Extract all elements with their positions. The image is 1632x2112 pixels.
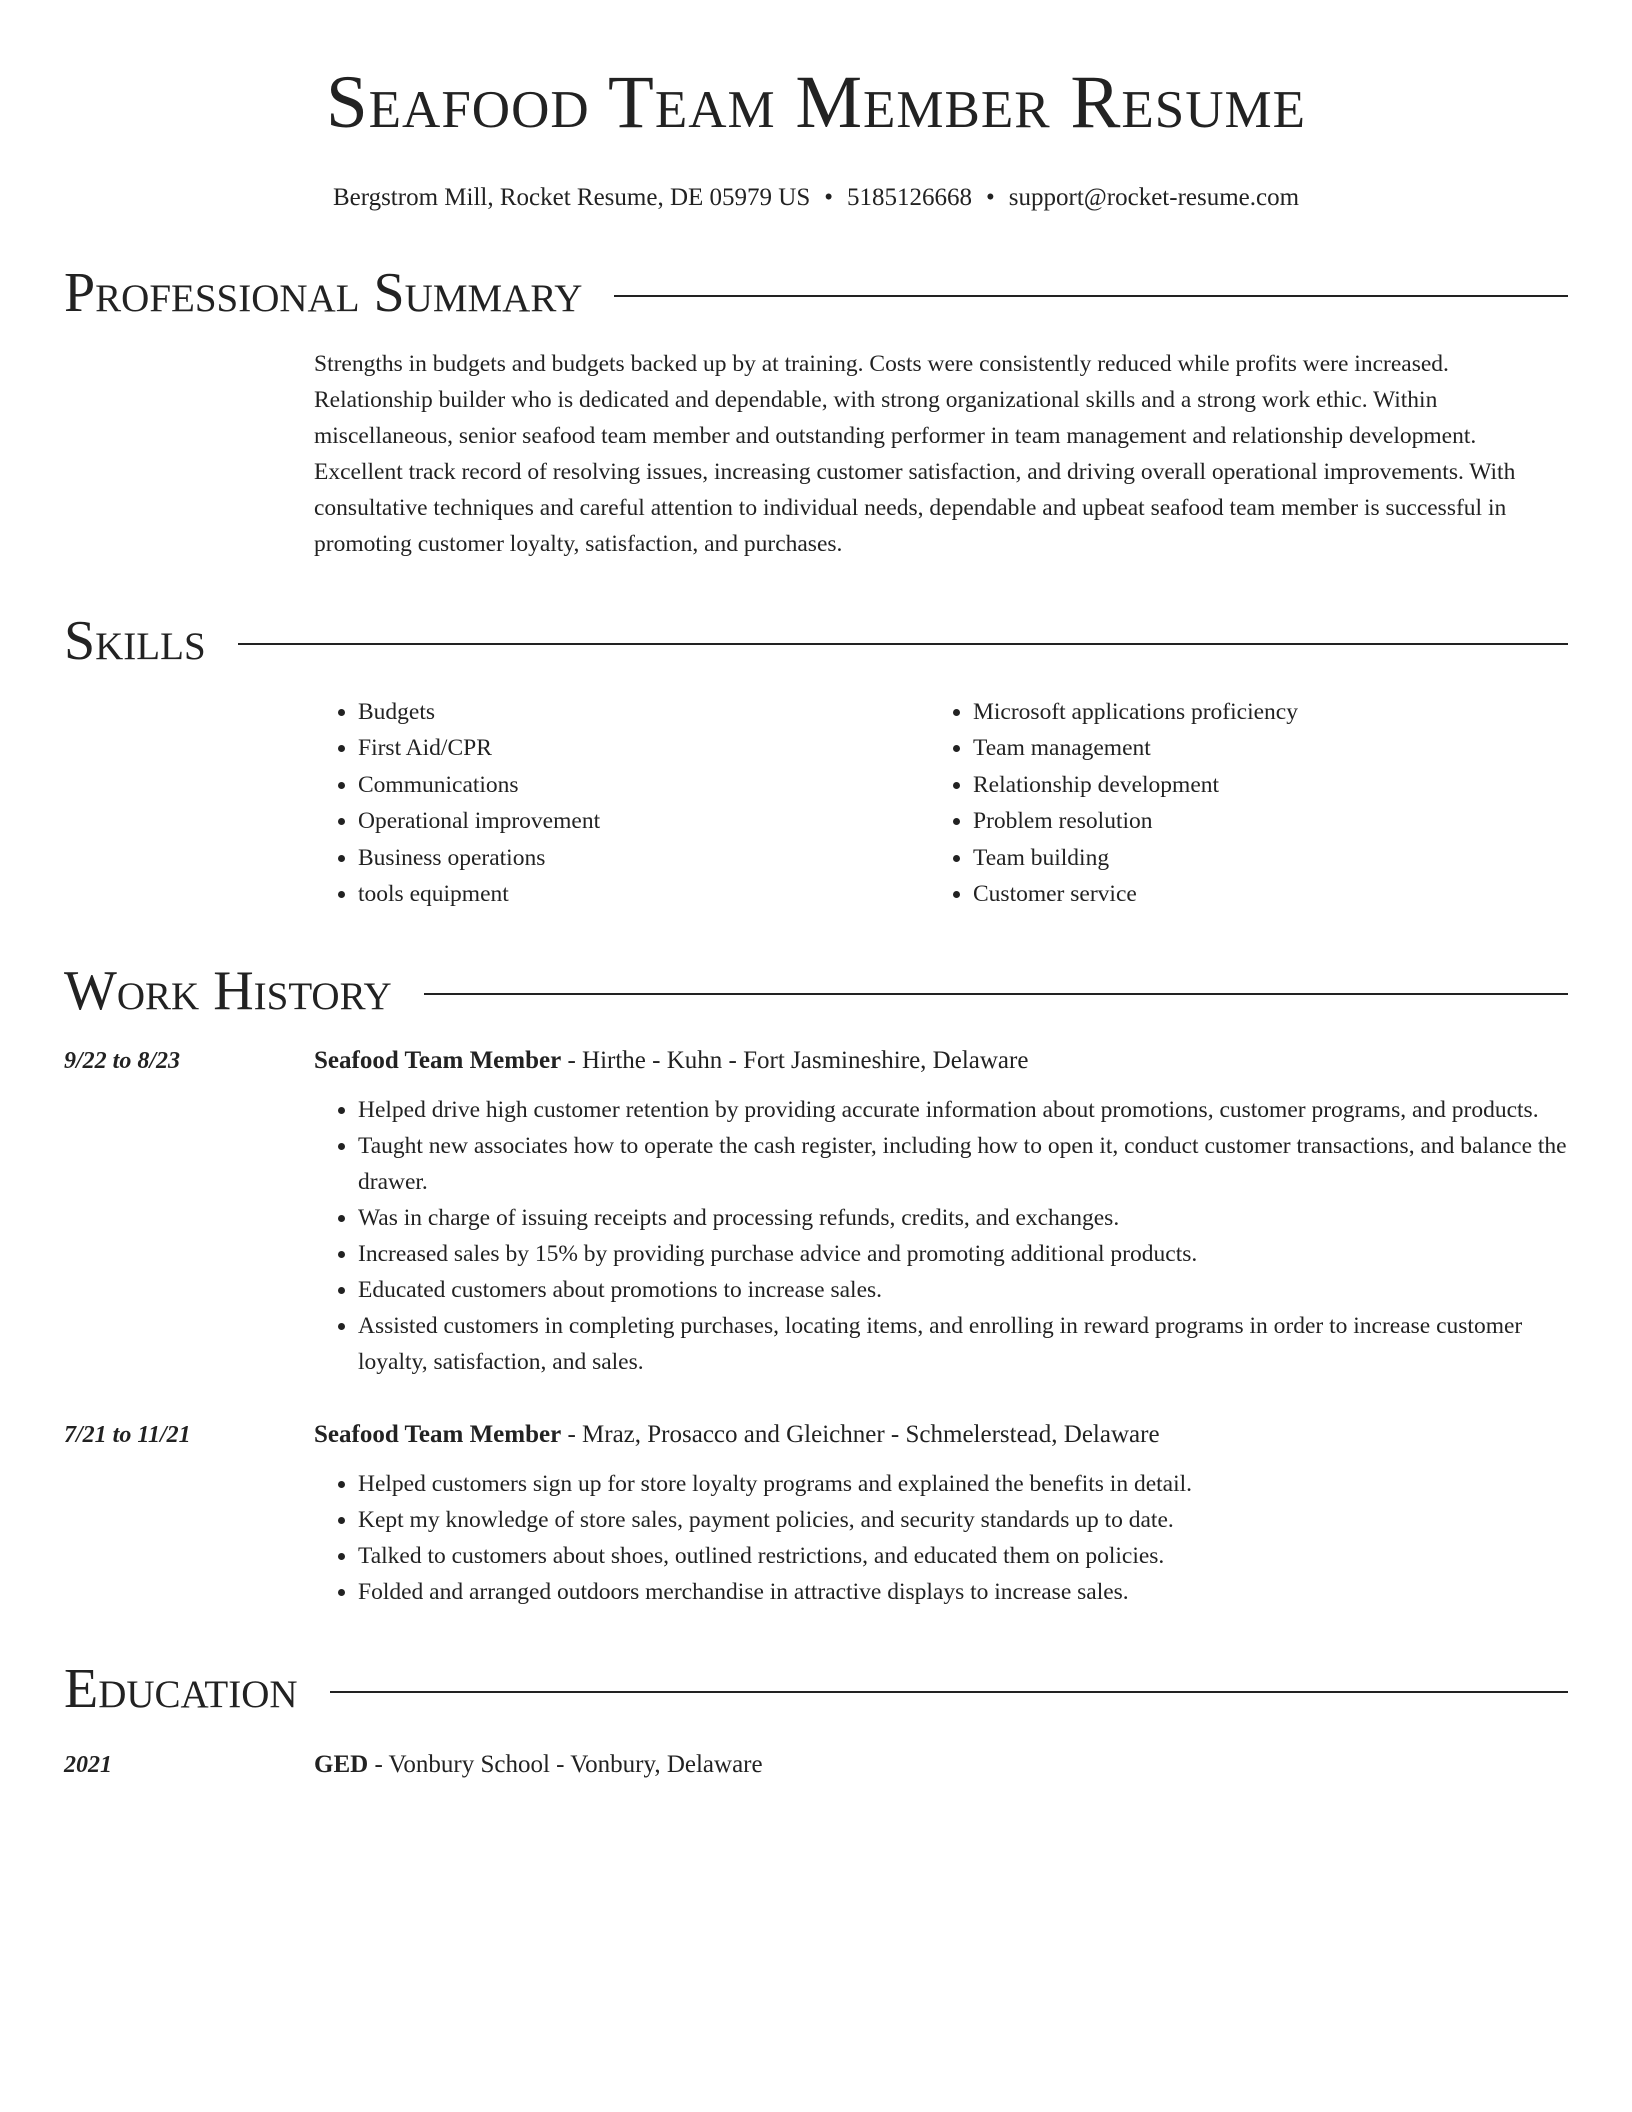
job-bullet: • Taught new associates how to operate the cash register, including how to open it, conduct customer transactions, and balance the drawer.: [358, 1128, 1568, 1200]
education-school: - Vonbury School - Vonbury, Delaware: [368, 1751, 763, 1779]
contact-line: [64, 182, 1568, 214]
education-heading-line: [314, 1748, 763, 1782]
resume-title: Seafood Team Member Resume: [325, 61, 1307, 144]
skill-item: • Microsoft applications proficiency: [973, 694, 1544, 730]
contact-address: Bergstrom Mill, Rocket Resume, DE 05979 US: [332, 184, 811, 211]
education-degree: GED: [314, 1751, 369, 1779]
job-bullet: • Talked to customers about shoes, outlined restrictions, and educated them on policies.: [358, 1538, 1568, 1574]
skill-item: • Relationship development: [973, 767, 1544, 803]
skill-item: • Budgets: [358, 694, 929, 730]
skill-item: • First Aid/CPR: [358, 730, 929, 766]
section-divider: [614, 295, 1568, 297]
skill-item: • Problem resolution: [973, 803, 1544, 839]
job-employer: - Hirthe - Kuhn - Fort Jasmineshire, Delaware: [561, 1047, 1029, 1075]
job-bullet: • Was in charge of issuing receipts and processing refunds, credits, and exchanges.: [358, 1200, 1568, 1236]
skills-list: [314, 694, 1568, 912]
job-bullet: • Increased sales by 15% by providing purchase advice and promoting additional products.: [358, 1236, 1568, 1272]
job-heading: [314, 1044, 1568, 1078]
education-date: 2021: [64, 1752, 112, 1779]
job-bullet: • Educated customers about promotions to increase sales.: [358, 1272, 1568, 1308]
job-employer: - Mraz, Prosacco and Gleichner - Schmelerstead, Delaware: [561, 1421, 1160, 1449]
job-title: Seafood Team Member: [314, 1047, 562, 1075]
education-heading: Education: [64, 1658, 298, 1721]
work-heading: Work History: [64, 960, 392, 1023]
job-entry: [64, 1044, 1568, 1380]
job-bullet: • Kept my knowledge of store sales, payment policies, and security standards up to date.: [358, 1502, 1568, 1538]
skills-column-right: [929, 694, 1544, 912]
contact-email: support@rocket-resume.com: [1008, 184, 1300, 211]
job-bullet: • Folded and arranged outdoors merchandise in attractive displays to increase sales.: [358, 1574, 1568, 1610]
contact-separator: •: [824, 184, 833, 211]
skill-item: • Team building: [973, 840, 1544, 876]
skills-section-header: [64, 610, 1568, 672]
job-bullets: [314, 1466, 1568, 1610]
job-title: Seafood Team Member: [314, 1421, 562, 1449]
job-bullet: • Assisted customers in completing purchases, locating items, and enrolling in reward programs in order to increase customer loyalty, satisfaction, and sales.: [358, 1308, 1568, 1380]
skill-item: • Team management: [973, 730, 1544, 766]
skills-heading: Skills: [64, 610, 206, 672]
skill-item: • Business operations: [358, 840, 929, 876]
job-dates: 9/22 to 8/23: [64, 1048, 181, 1075]
job-bullet: • Helped drive high customer retention by providing accurate information about promotions, customer programs, and products.: [358, 1092, 1568, 1128]
summary-text: Strengths in budgets and budgets backed up by at training. Costs were consistently reduced while profits were increased. Relationship builder who is dedicated and dependable, with strong organizational skills and a strong work ethic. Within miscellaneous, senior seafood team member and outstanding performer in team management and relationship development. Excellent track record of resolving issues, increasing customer satisfaction, and driving overall operational improvements. With consultative techniques and careful attention to individual needs, dependable and upbeat seafood team member is successful in promoting customer loyalty, satisfaction, and purchases.: [314, 351, 1516, 557]
contact-phone: 5185126668: [847, 184, 972, 211]
contact-separator: •: [986, 184, 995, 211]
skill-item: • tools equipment: [358, 876, 929, 912]
job-bullets: [314, 1092, 1568, 1380]
skill-item: • Operational improvement: [358, 803, 929, 839]
work-section-header: [64, 960, 1568, 1022]
job-entry: [64, 1418, 1568, 1610]
education-section-header: [64, 1658, 1568, 1720]
job-dates: 7/21 to 11/21: [64, 1422, 191, 1449]
summary-section-header: [64, 262, 1568, 324]
job-body: [314, 1044, 1568, 1380]
section-divider: [238, 643, 1568, 645]
section-divider: [330, 1691, 1568, 1693]
education-entry: [64, 1748, 1568, 1782]
job-heading: [314, 1418, 1568, 1452]
skills-column-left: [314, 694, 929, 912]
job-bullet: • Helped customers sign up for store loyalty programs and explained the benefits in detail.: [358, 1466, 1568, 1502]
skill-item: • Customer service: [973, 876, 1544, 912]
section-divider: [424, 993, 1568, 995]
summary-heading: Professional Summary: [64, 262, 583, 324]
job-body: [314, 1418, 1568, 1610]
skill-item: • Communications: [358, 767, 929, 803]
